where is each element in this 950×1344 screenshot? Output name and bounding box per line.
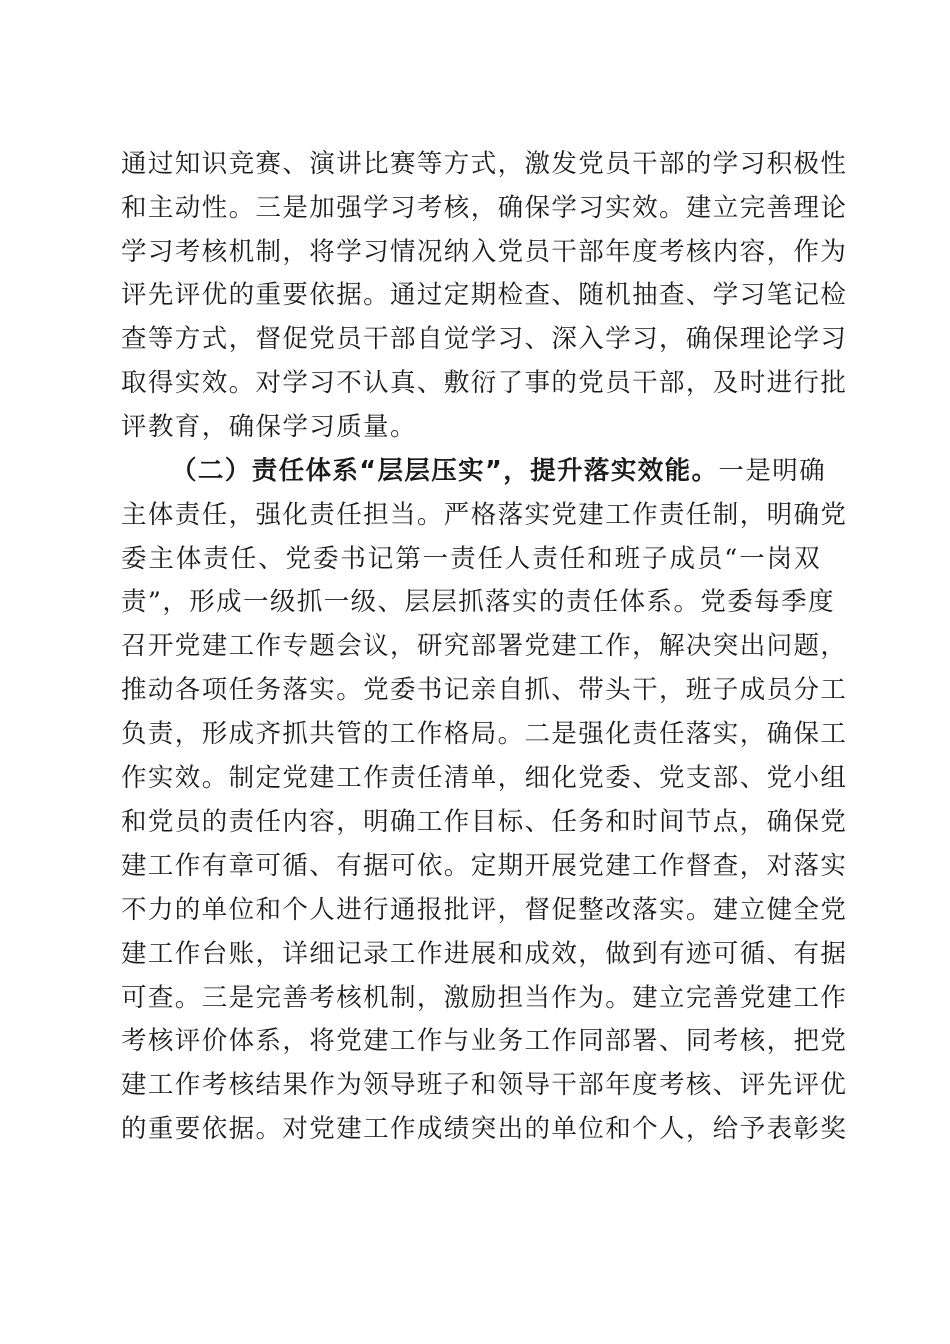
- paragraph-line: 通过知识竞赛、演讲比赛等方式，激发党员干部的学习积极性: [121, 149, 848, 179]
- paragraph-line: 责”，形成一级抓一级、层层抓落实的责任体系。党委每季度: [121, 587, 835, 617]
- section-heading: （二）责任体系“层层压实”，提升落实效能。: [171, 456, 719, 486]
- paragraph-line: 评先评优的重要依据。通过定期检查、随机抽查、学习笔记检: [121, 280, 848, 310]
- paragraph-line: 取得实效。对学习不认真、敷衍了事的党员干部，及时进行批: [121, 368, 848, 398]
- paragraph-line: 的重要依据。对党建工作成绩突出的单位和个人，给予表彰奖: [121, 1114, 848, 1144]
- paragraph-line: 和主动性。三是加强学习考核，确保学习实效。建立完善理论: [121, 193, 848, 223]
- paragraph-line: 主体责任，强化责任担当。严格落实党建工作责任制，明确党: [121, 500, 848, 530]
- paragraph-line: 建工作有章可循、有据可依。定期开展党建工作督查，对落实: [121, 851, 848, 881]
- paragraph-line: 推动各项任务落实。党委书记亲自抓、带头干，班子成员分工: [121, 675, 848, 705]
- paragraph-line: 委主体责任、党委书记第一责任人责任和班子成员“一岗双: [121, 544, 821, 574]
- paragraph-line: 和党员的责任内容，明确工作目标、任务和时间节点，确保党: [121, 807, 848, 837]
- paragraph-line: 召开党建工作专题会议，研究部署党建工作，解决突出问题，: [121, 631, 848, 661]
- paragraph-line: 考核评价体系，将党建工作与业务工作同部署、同考核，把党: [121, 1026, 848, 1056]
- paragraph-line: 查等方式，督促党员干部自觉学习、深入学习，确保理论学习: [121, 324, 848, 354]
- paragraph-line: 评教育，确保学习质量。: [121, 412, 417, 442]
- paragraph-line: 建工作考核结果作为领导班子和领导干部年度考核、评先评优: [121, 1070, 848, 1100]
- paragraph-line: 作实效。制定党建工作责任清单，细化党委、党支部、党小组: [121, 763, 848, 793]
- section-heading-line: [121, 451, 827, 491]
- paragraph-line: 不力的单位和个人进行通报批评，督促整改落实。建立健全党: [121, 895, 848, 925]
- heading-line-rest: 一是明确: [718, 456, 827, 486]
- paragraph-line: 学习考核机制，将学习情况纳入党员干部年度考核内容，作为: [121, 237, 848, 267]
- paragraph-line: 可查。三是完善考核机制，激励担当作为。建立完善党建工作: [121, 983, 848, 1013]
- paragraph-line: 负责，形成齐抓共管的工作格局。二是强化责任落实，确保工: [121, 719, 848, 749]
- paragraph-line: 建工作台账，详细记录工作进展和成效，做到有迹可循、有据: [121, 939, 848, 969]
